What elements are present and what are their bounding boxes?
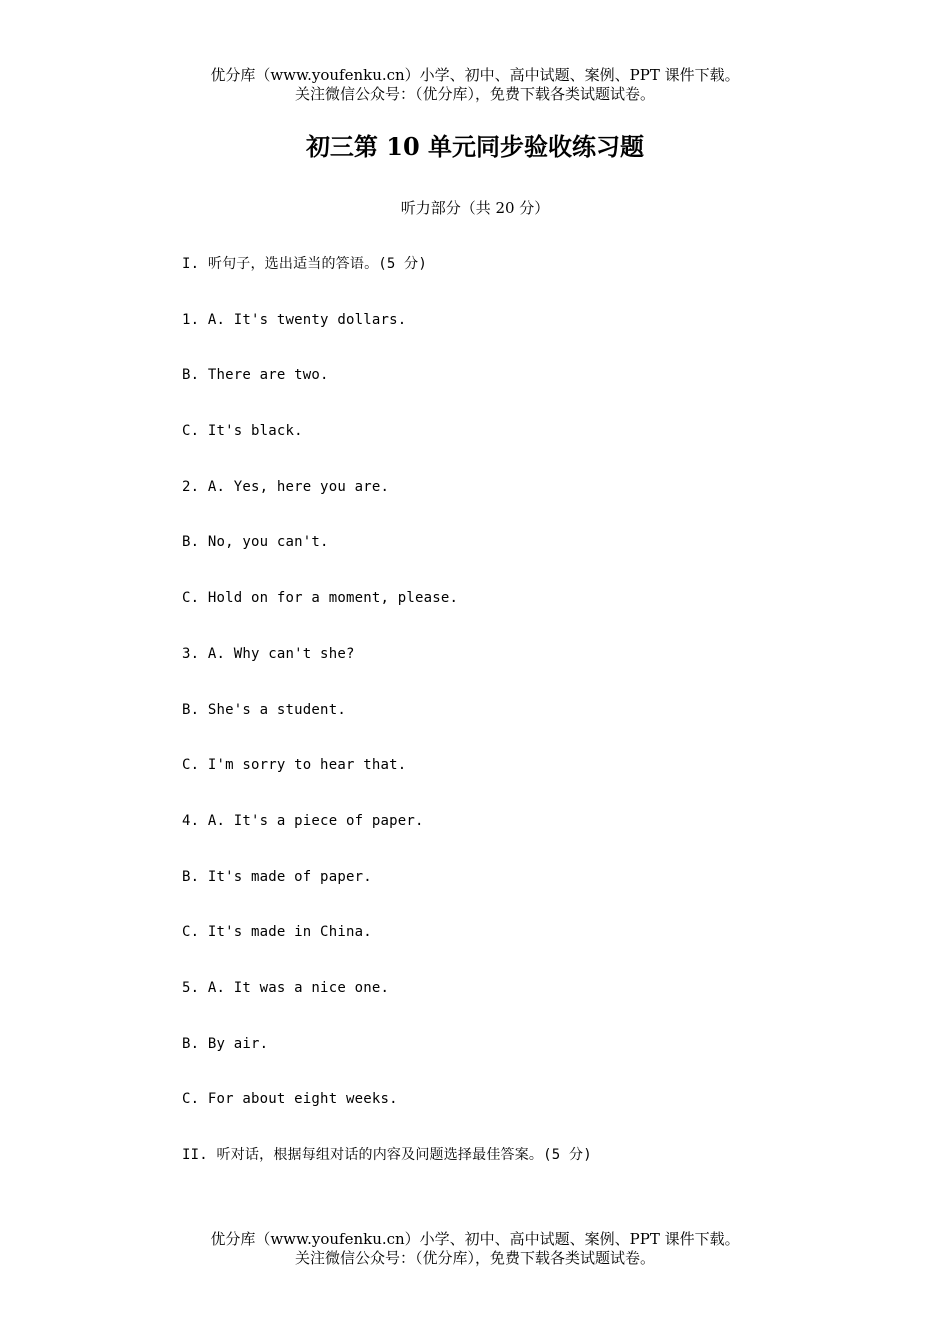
question-3-option-a: 3. A. Why can't she? [182, 645, 355, 662]
page-header [0, 66, 950, 104]
question-1-option-b: B. There are two. [182, 367, 329, 384]
question-5-option-a: 5. A. It was a nice one. [182, 979, 390, 996]
section-heading-listening: 听力部分（共 20 分） [400, 199, 550, 217]
question-4-option-c: C. It's made in China. [182, 924, 372, 941]
page-footer [0, 1230, 950, 1268]
question-1-option-c: C. It's black. [182, 423, 303, 440]
part-one-instruction: I. 听句子，选出适当的答语。(5 分) [182, 256, 428, 272]
question-1-option-a: 1. A. It's twenty dollars. [182, 311, 407, 328]
exercise-body [182, 254, 882, 1201]
question-3-option-b: B. She's a student. [182, 701, 346, 718]
question-2-option-a: 2. A. Yes, here you are. [182, 478, 390, 495]
question-4-option-b: B. It's made of paper. [182, 868, 372, 885]
question-4-option-a: 4. A. It's a piece of paper. [182, 812, 424, 829]
question-3-option-c: C. I'm sorry to hear that. [182, 757, 407, 774]
footer-line-wechat: 关注微信公众号：（优分库），免费下载各类试题试卷。 [294, 1249, 655, 1267]
header-line-wechat: 关注微信公众号：（优分库），免费下载各类试题试卷。 [294, 85, 655, 103]
question-5-option-b: B. By air. [182, 1035, 269, 1052]
footer-line-site: 优分库（www.youfenku.cn）小学、初中、高中试题、案例、PPT 课件下载。 [210, 1230, 740, 1248]
part-two-instruction: II. 听对话，根据每组对话的内容及问题选择最佳答案。(5 分) [182, 1147, 592, 1163]
question-5-option-c: C. For about eight weeks. [182, 1091, 398, 1108]
document-title: 初三第 10 单元同步验收练习题 [305, 132, 645, 161]
header-line-site: 优分库（www.youfenku.cn）小学、初中、高中试题、案例、PPT 课件下载。 [210, 66, 740, 84]
question-2-option-b: B. No, you can't. [182, 534, 329, 551]
question-2-option-c: C. Hold on for a moment, please. [182, 590, 459, 607]
